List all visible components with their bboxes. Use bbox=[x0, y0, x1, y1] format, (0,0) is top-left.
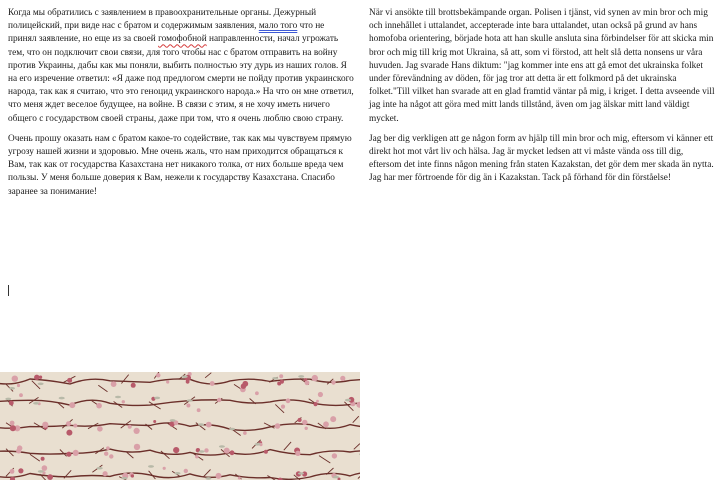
twig-stroke bbox=[353, 416, 359, 423]
blossom-dot bbox=[96, 403, 102, 409]
leaf-shape bbox=[97, 467, 103, 470]
leaf-shape bbox=[154, 397, 160, 400]
blossom-dot bbox=[186, 404, 190, 408]
blossom-pattern bbox=[0, 372, 360, 480]
blossom-dot bbox=[312, 375, 318, 381]
blossom-dot bbox=[42, 422, 48, 428]
blossom-dot bbox=[67, 378, 72, 383]
blossom-dot bbox=[216, 473, 222, 479]
leaf-shape bbox=[229, 428, 235, 431]
blossom-dot bbox=[238, 477, 241, 480]
blossom-dot bbox=[69, 402, 75, 408]
blossom-dot bbox=[10, 469, 15, 474]
leaf-shape bbox=[38, 470, 44, 473]
blossom-dot bbox=[295, 451, 300, 456]
leaf-shape bbox=[148, 465, 154, 468]
blossom-dot bbox=[17, 384, 20, 387]
blossom-dot bbox=[241, 384, 246, 389]
russian-paragraph-2: Очень прошу оказать нам с братом какое-то содействие, так как мы чувствуем прямую угрозу нашей жизни и здоровью. Мне очень жаль, что нам приходится обращаться к Вам, так как от государства Казахстана нет никакого толка, от них больше вреда чем пользы. У меня больше доверия к Вам, нежели к государству Казахстана. Спасибо заранее за понимание! bbox=[8, 133, 352, 197]
blossom-dot bbox=[134, 428, 140, 434]
floral-border-left bbox=[0, 372, 360, 480]
blossom-dot bbox=[153, 420, 156, 423]
text-cursor bbox=[8, 285, 9, 296]
right-document-page bbox=[360, 0, 720, 480]
blossom-dot bbox=[275, 423, 281, 429]
blossom-dot bbox=[66, 452, 71, 457]
branch-stroke bbox=[0, 400, 360, 406]
twig-stroke bbox=[98, 385, 107, 392]
grammar-flagged-phrase[interactable]: мало того bbox=[258, 21, 298, 32]
swedish-letter-text[interactable] bbox=[369, 7, 715, 193]
blossom-dot bbox=[122, 400, 125, 403]
twig-stroke bbox=[6, 449, 14, 456]
russian-paragraph-1-part-2: что не принял заявление, но еще из за своей bbox=[8, 21, 325, 45]
blossom-dot bbox=[195, 455, 198, 458]
leaf-shape bbox=[198, 423, 204, 426]
blossom-dot bbox=[184, 469, 188, 473]
blossom-dot bbox=[286, 398, 291, 403]
blossom-dot bbox=[47, 474, 53, 480]
blossom-dot bbox=[12, 376, 18, 382]
blossom-dot bbox=[206, 422, 212, 428]
blossom-dot bbox=[34, 375, 39, 380]
leaf-shape bbox=[5, 398, 11, 401]
blossom-dot bbox=[66, 421, 71, 426]
blossom-dot bbox=[18, 468, 23, 473]
blossom-dot bbox=[323, 421, 329, 427]
russian-letter-text[interactable] bbox=[8, 7, 355, 206]
blossom-dot bbox=[111, 381, 117, 387]
blossom-dot bbox=[104, 452, 108, 456]
branch-stroke bbox=[0, 449, 360, 455]
leaf-shape bbox=[122, 477, 128, 480]
blossom-dot bbox=[131, 474, 134, 477]
blossom-dot bbox=[103, 471, 108, 476]
blossom-dot bbox=[255, 391, 259, 395]
blossom-dot bbox=[73, 450, 79, 456]
swedish-paragraph-1: När vi ansökte till brottsbekämpande organ. Polisen i tjänst, vid synen av min bror och mig och innehållet i uttalandet, accepterade inte bara uttalandet, utan också på grund av hans homofoba orientering, började hota att han skulle ansluta sina förbindelser för att skicka min bror och mig till krig mot Ukraina, så att, som vi förstod, att helt slå detta nonsens ur våra huvuden. Jag svarade Hans diktum: "jag kommer inte ens att gå emot det ukrainska folket under förevändning av döden, för jag tror att detta är ett folkmord på det ukrainska folket."Till vilket han svarade att en glad framtid väntar på mig, i kriget. I detta avseende vill jag inte ha något att göra med mitt lands tillstånd, även om jag älskar mitt land väldigt mycket. bbox=[369, 8, 715, 124]
blossom-dot bbox=[264, 450, 268, 454]
leaf-shape bbox=[298, 472, 304, 475]
russian-paragraph-1-part-1: Когда мы обратились с заявлением в правоохранительные органы. Дежурный полицейский, при виде нас с братом и содержимым заявления, bbox=[8, 8, 317, 32]
leaf-shape bbox=[345, 399, 351, 402]
leaf-shape bbox=[175, 472, 181, 475]
twig-stroke bbox=[121, 375, 128, 384]
blossom-dot bbox=[281, 405, 285, 409]
blossom-dot bbox=[305, 427, 308, 430]
blossom-dot bbox=[128, 425, 132, 429]
blossom-dot bbox=[186, 380, 190, 384]
blossom-dot bbox=[166, 380, 169, 383]
blossom-dot bbox=[134, 444, 140, 450]
blossom-dot bbox=[318, 392, 323, 397]
blossom-dot bbox=[217, 398, 221, 402]
blossom-dot bbox=[66, 430, 72, 436]
blossom-dot bbox=[230, 450, 235, 455]
blossom-dot bbox=[109, 454, 113, 458]
blossom-dot bbox=[163, 467, 166, 470]
leaf-shape bbox=[199, 450, 205, 453]
leaf-shape bbox=[33, 402, 39, 405]
leaf-shape bbox=[298, 375, 304, 378]
twig-stroke bbox=[319, 456, 330, 463]
blossom-dot bbox=[106, 446, 110, 450]
twig-stroke bbox=[30, 454, 40, 461]
leaf-shape bbox=[38, 383, 44, 386]
blossom-dot bbox=[331, 380, 335, 384]
blossom-dot bbox=[10, 421, 15, 426]
blossom-dot bbox=[313, 402, 317, 406]
blossom-dot bbox=[10, 425, 16, 431]
blossom-dot bbox=[298, 418, 302, 422]
blossom-dot bbox=[17, 445, 22, 450]
blossom-dot bbox=[97, 426, 103, 432]
blossom-dot bbox=[243, 431, 247, 435]
twig-stroke bbox=[203, 470, 210, 477]
leaf-shape bbox=[115, 396, 121, 399]
leaf-shape bbox=[9, 387, 15, 390]
russian-paragraph-1 bbox=[8, 7, 355, 126]
blossom-dot bbox=[279, 374, 283, 378]
twig-stroke bbox=[161, 451, 170, 459]
blossom-dot bbox=[131, 383, 136, 388]
blossom-dot bbox=[73, 424, 77, 428]
blossom-dot bbox=[173, 447, 179, 453]
russian-paragraph-1-part-3: направленности, начал угрожать тем, что он подключит свои связи, для того чтобы нас с братом отправить на войну против Украины, дабы как мы поняли, выбить полностью эту дурь из наших голов. Я на его изречение ответил: «Я даже под предлогом смерти не пойду против украинского народа, так как я считаю, что это геноцид украинского народа.» На что он мне ответил, что меня ждет веселое будущее, на войне. В связи с этим, я не хочу иметь ничего общего с государством своей страны, даже при том, что я очень люблю свою страну. bbox=[8, 34, 354, 124]
leaf-shape bbox=[205, 477, 211, 480]
twig-stroke bbox=[205, 373, 211, 378]
clipped-previous-line bbox=[0, 0, 360, 2]
swedish-paragraph-2: Jag ber dig verkligen att ge någon form av hjälp till min bror och mig, eftersom vi känner ett direkt hot mot vårt liv och hälsa. Jag är mycket ledsen att vi måste vända oss till dig, eftersom det inte finns någon mening från staten Kazakstan, det gör dem mer skada än nytta. Jag har mer förtroende för dig än i Kazakstan. Tack på förhand för din förståelse! bbox=[369, 133, 714, 184]
blossom-dot bbox=[305, 380, 310, 385]
twig-stroke bbox=[284, 442, 291, 450]
spell-flagged-word[interactable]: гомофобной bbox=[158, 34, 207, 45]
blossom-dot bbox=[19, 393, 23, 397]
leaf-shape bbox=[187, 399, 193, 402]
blossom-dot bbox=[41, 457, 45, 461]
blossom-dot bbox=[280, 380, 284, 384]
twig-stroke bbox=[354, 444, 360, 450]
leaf-shape bbox=[182, 375, 188, 378]
leaf-shape bbox=[272, 377, 278, 380]
blossom-dot bbox=[210, 381, 215, 386]
blossom-dot bbox=[330, 416, 336, 422]
leaf-shape bbox=[59, 397, 65, 400]
leaf-shape bbox=[219, 445, 225, 448]
blossom-dot bbox=[224, 448, 230, 454]
leaf-shape bbox=[170, 419, 176, 422]
blossom-dot bbox=[332, 453, 337, 458]
blossom-dot bbox=[302, 420, 307, 425]
blossom-dot bbox=[42, 465, 48, 471]
leaf-shape bbox=[255, 443, 261, 446]
blossom-dot bbox=[204, 448, 208, 452]
blossom-dot bbox=[197, 408, 201, 412]
blossom-dot bbox=[316, 400, 319, 403]
blossom-dot bbox=[340, 376, 345, 381]
blossom-dot bbox=[9, 401, 14, 406]
leaf-shape bbox=[333, 476, 339, 479]
blossom-dot bbox=[156, 373, 160, 377]
